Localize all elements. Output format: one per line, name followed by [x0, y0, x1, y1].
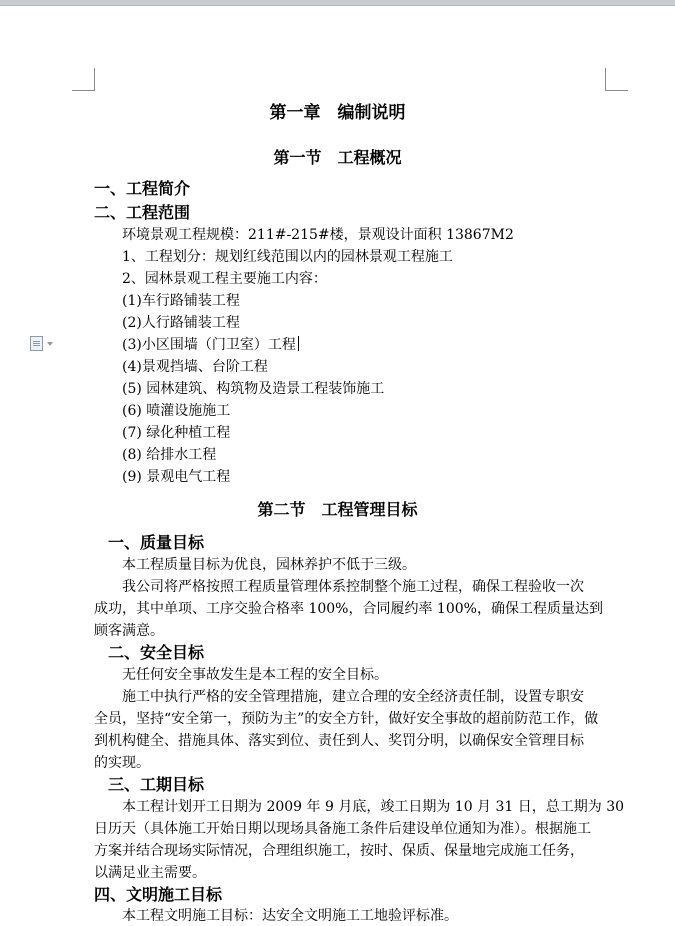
paragraph-line: 成功，其中单项、工序交验合格率 100%，合同履约率 100%，确保工程质量达到	[94, 601, 603, 617]
division-line: 1、工程划分：规划红线范围以内的园林景观工程施工	[122, 249, 453, 265]
paragraph-line: 本工程质量目标为优良，园林养护不低于三级。	[122, 557, 416, 573]
text-cursor	[298, 336, 299, 351]
document-icon	[30, 336, 43, 351]
list-item: (6) 喷灌设施施工	[122, 403, 231, 419]
paragraph-line: 我公司将严格按照工程质量管理体系控制整个施工过程，确保工程验收一次	[122, 579, 584, 595]
section2-title: 第二节 工程管理目标	[257, 500, 418, 519]
paragraph-line: 全员，坚持“安全第一，预防为主”的安全方针，做好安全事故的超前防范工作，做	[94, 711, 599, 727]
paragraph-line: 到机构健全、措施具体、落实到位、责任到人、奖罚分明，以确保安全管理目标	[94, 733, 584, 749]
heading-project-scope: 二、工程范围	[94, 203, 191, 222]
heading-civil-construction-target: 四、文明施工目标	[94, 885, 223, 904]
paragraph-line: 本工程计划开工日期为 2009 年 9 月底，竣工日期为 10 月 31 日，总工期为 30	[122, 799, 625, 815]
paragraph-line: 方案并结合现场实际情况，合理组织施工，按时、保质、保量地完成施工任务，	[94, 843, 584, 859]
list-item: (1)车行路铺装工程	[122, 293, 240, 309]
dropdown-arrow-icon	[47, 342, 53, 346]
list-item: (4)景观挡墙、台阶工程	[122, 359, 268, 375]
scale-line: 环境景观工程规模：211#-215#楼，景观设计面积 13867M2	[122, 227, 514, 243]
heading-project-intro: 一、工程简介	[94, 179, 191, 198]
list-item: (7) 绿化种植工程	[122, 425, 231, 441]
heading-quality-target: 一、质量目标	[108, 533, 205, 552]
content-line: 2、园林景观工程主要施工内容：	[122, 271, 327, 287]
list-item: (8) 给排水工程	[122, 447, 217, 463]
heading-schedule-target: 三、工期目标	[108, 775, 205, 794]
paragraph-line: 本工程文明施工目标：达安全文明施工工地验评标准。	[122, 908, 458, 924]
list-item: (2)人行路铺装工程	[122, 315, 240, 331]
window-top-bar	[0, 0, 675, 6]
paragraph-line: 顾客满意。	[94, 623, 164, 639]
list-item-text: (3)小区围墙（门卫室）工程	[122, 337, 296, 353]
paragraph-line: 无任何安全事故发生是本工程的安全目标。	[122, 667, 388, 683]
paragraph-line: 的实现。	[94, 755, 150, 771]
list-item-with-cursor[interactable]	[122, 335, 299, 355]
crop-mark-top-left	[72, 68, 95, 91]
section1-title: 第一节 工程概况	[273, 148, 402, 167]
crop-mark-top-right	[605, 68, 628, 91]
chapter-title: 第一章 编制说明	[269, 103, 406, 123]
list-item: (5) 园林建筑、构筑物及造景工程装饰施工	[122, 381, 385, 397]
paragraph-line: 施工中执行严格的安全管理措施，建立合理的安全经济责任制，设置专职安	[122, 689, 584, 705]
paragraph-line: 以满足业主需要。	[94, 865, 206, 881]
heading-safety-target: 二、安全目标	[108, 643, 205, 662]
paragraph-line: 日历天（具体施工开始日期以现场具备施工条件后建设单位通知为准）。根据施工	[94, 821, 591, 837]
list-item: (9) 景观电气工程	[122, 469, 231, 485]
paragraph-options-button[interactable]	[30, 336, 53, 351]
